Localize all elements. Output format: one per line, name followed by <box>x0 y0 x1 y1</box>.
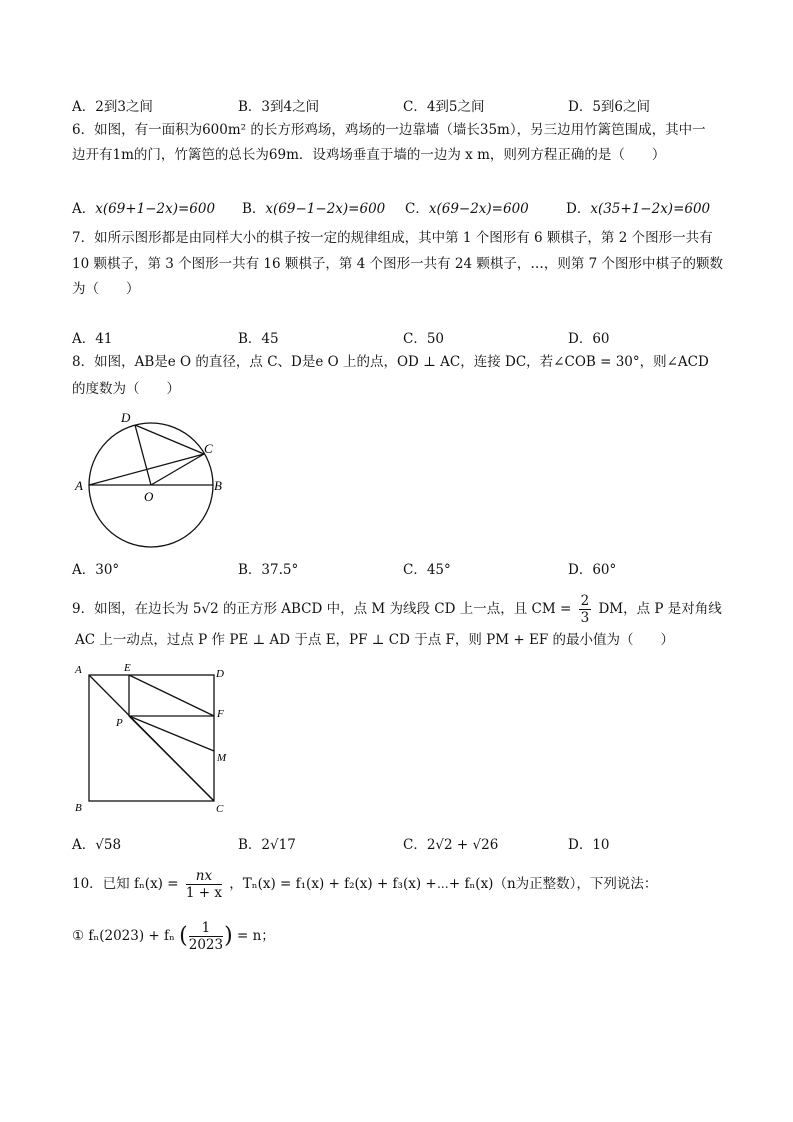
q8-circle-figure <box>72 405 232 555</box>
q8-option-b: B．37.5° <box>238 562 299 578</box>
q9-square-figure <box>72 660 242 820</box>
label-o: O <box>144 489 154 504</box>
segment-oc <box>151 454 204 485</box>
q10-line1: 10．已知 fₙ(x) = $\frac{nx}{1 + x}$ ，Tₙ(x) = f₁(x) + f₂(x) + f₃(x) +⋯+ fₙ(x)（n为正整数），下列说法： <box>72 868 658 901</box>
q6-option-c: C．x(69−2x)=600 <box>405 201 529 217</box>
q6-line2: 边开有1m的门，竹篱笆的总长为69m．设鸡场垂直于墙的一边为 x m，则列方程正确的是（ ） <box>72 147 666 163</box>
q9-option-c: C．2√2 + √26 <box>403 837 499 853</box>
label-c: C <box>216 803 224 815</box>
label-a: A <box>75 664 82 676</box>
q5-option-d: D．5到6之间 <box>568 99 651 115</box>
q6-option-b: B．x(69−1−2x)=600 <box>242 201 386 217</box>
q10-item1: ① fₙ(2023) + fₙ ( $\frac{1}{2023}$ ) = n； <box>72 920 275 953</box>
q8-option-a: A．30° <box>72 562 120 578</box>
label-c: C <box>204 441 213 456</box>
q6-option-d: D．x(35+1−2x)=600 <box>566 201 711 217</box>
label-m: M <box>217 752 227 764</box>
q9-frac-num: 2 <box>580 593 590 609</box>
q9-line1: 9．如图，在边长为 5√2 的正方形 ABCD 中，点 M 为线段 CD 上一点，且 CM = $\frac{2}{3}$ DM，点 P 是对角线 <box>72 593 722 626</box>
label-b: B <box>214 478 222 493</box>
q9-option-d: D．10 <box>568 837 610 853</box>
q7-line1: 7．如所示图形都是由同样大小的棋子按一定的规律组成，其中第 1 个图形有 6 颗棋子，第 2 个图形一共有 <box>72 230 713 246</box>
label-p: P <box>116 717 123 729</box>
segment-ef <box>129 675 214 716</box>
segment-pc <box>129 716 214 801</box>
label-e: E <box>124 662 131 674</box>
q7-line3: 为（ ） <box>72 281 140 297</box>
q10-item1-frac-num: 1 <box>189 920 223 937</box>
label-d: D <box>216 668 224 680</box>
q10-item1-frac-den: 2023 <box>188 937 224 953</box>
q7-line2: 10 颗棋子，第 3 个图形一共有 16 颗棋子，第 4 个图形一共有 24 颗棋子，…，则第 7 个图形中棋子的颗数 <box>72 256 724 272</box>
q9-option-a: A．√58 <box>72 837 122 853</box>
q10-frac-num: nx <box>186 868 222 885</box>
label-f: F <box>217 708 224 720</box>
q8-option-c: C．45° <box>403 562 451 578</box>
q8-line2: 的度数为（ ） <box>72 381 180 397</box>
q7-option-b: B．45 <box>238 331 279 347</box>
q7-option-a: A．41 <box>72 331 113 347</box>
q9-line2: AC 上一动点，过点 P 作 PE ⊥ AD 于点 E，PF ⊥ CD 于点 F，则 PM + EF 的最小值为（ ） <box>75 632 674 648</box>
segment-od <box>135 425 151 485</box>
q9-frac-den: 3 <box>580 610 590 626</box>
segment-pm <box>129 716 214 751</box>
label-d: D <box>121 410 131 425</box>
q8-option-d: D．60° <box>568 562 617 578</box>
q7-option-c: C．50 <box>403 331 445 347</box>
label-b: B <box>75 802 82 814</box>
q5-option-c: C．4到5之间 <box>403 99 485 115</box>
q6-option-a: A．x(69+1−2x)=600 <box>72 201 216 217</box>
q9-option-b: B．2√17 <box>238 837 296 853</box>
label-a: A <box>75 478 83 493</box>
q5-option-a: A．2到3之间 <box>72 99 153 115</box>
q5-option-b: B．3到4之间 <box>238 99 320 115</box>
q7-option-d: D．60 <box>568 331 610 347</box>
q10-frac-den: 1 + x <box>185 885 222 901</box>
q8-line1: 8．如图，AB是e O 的直径，点 C、D是e O 上的点，OD ⊥ AC，连接 DC，若∠COB = 30°，则∠ACD <box>72 354 709 370</box>
q6-line1: 6．如图，有一面积为600m² 的长方形鸡场，鸡场的一边靠墙（墙长35m），另三边用竹篱笆围成，其中一 <box>72 122 706 138</box>
